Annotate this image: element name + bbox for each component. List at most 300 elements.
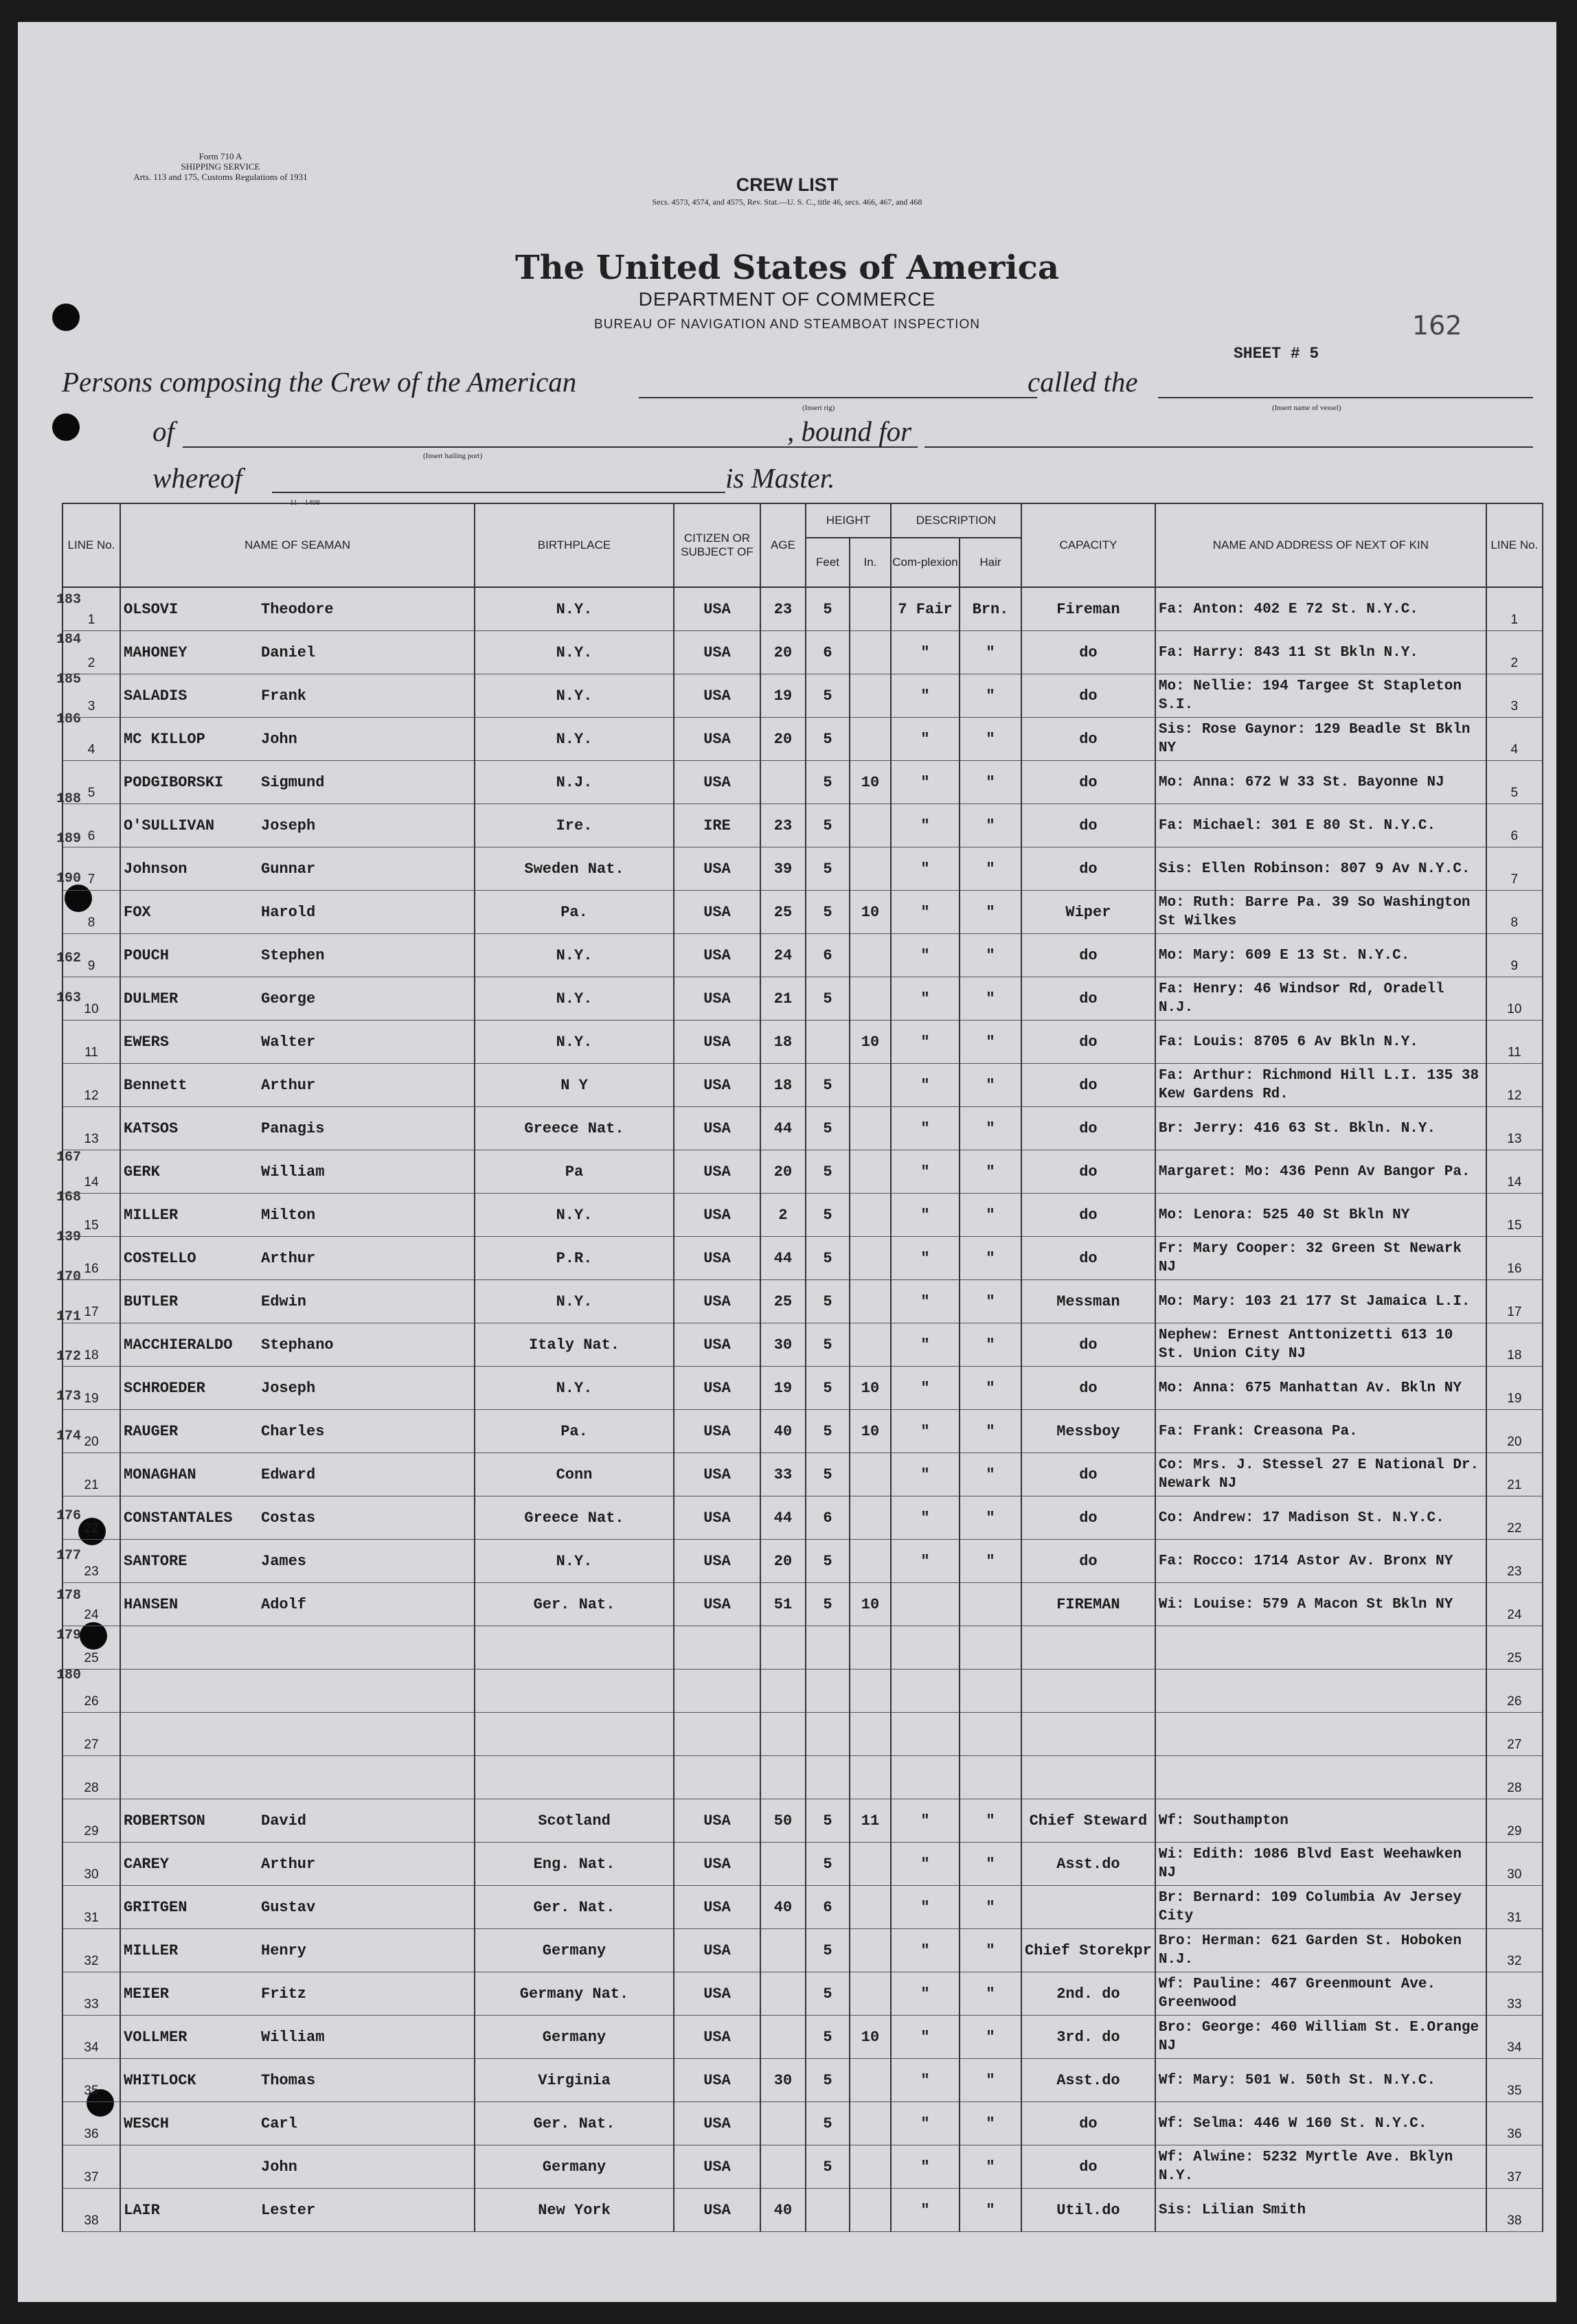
- header-next-of-kin: NAME AND ADDRESS OF NEXT OF KIN: [1155, 503, 1486, 587]
- form-articles: Arts. 113 and 175, Customs Regulations of 1931: [133, 172, 308, 182]
- table-row: [63, 1540, 1543, 1583]
- table-row: [63, 1064, 1543, 1107]
- complexion-cell: ": [891, 718, 960, 761]
- birthplace-cell: N.Y.: [475, 674, 674, 718]
- inches-cell: 11: [850, 1799, 891, 1843]
- line-number-cell: 23: [63, 1540, 120, 1583]
- seaman-first-name: Stephano: [261, 1336, 334, 1354]
- line-number-cell: 27: [63, 1713, 120, 1756]
- table-row: [63, 847, 1543, 891]
- seaman-first-name: Thomas: [261, 2071, 316, 2089]
- seaman-last-name: GRITGEN: [124, 1898, 188, 1916]
- age-cell: [760, 1972, 806, 2016]
- birthplace-cell: Greece Nat.: [475, 1496, 674, 1540]
- inches-cell: 10: [850, 1367, 891, 1410]
- next-of-kin-cell: Fa: Rocco: 1714 Astor Av. Bronx NY: [1155, 1540, 1486, 1583]
- seaman-name-cell: [120, 1237, 475, 1280]
- hair-cell: ": [960, 1886, 1021, 1929]
- next-of-kin-cell: Br: Bernard: 109 Columbia Av Jersey City: [1155, 1886, 1486, 1929]
- age-cell: 23: [760, 587, 806, 631]
- next-of-kin-cell: Mo: Anna: 675 Manhattan Av. Bkln NY: [1155, 1367, 1486, 1410]
- header-age: AGE: [760, 503, 806, 587]
- citizen-cell: USA: [674, 1237, 760, 1280]
- citizen-cell: USA: [674, 2189, 760, 2232]
- birthplace-cell: N.Y.: [475, 587, 674, 631]
- birthplace-cell: Pa: [475, 1150, 674, 1194]
- seaman-name-cell: [120, 761, 475, 804]
- seaman-first-name: Joseph: [261, 1379, 316, 1397]
- seaman-name-cell: [120, 1540, 475, 1583]
- capacity-cell: do: [1021, 2145, 1155, 2189]
- capacity-cell: [1021, 1713, 1155, 1756]
- hair-cell: ": [960, 1410, 1021, 1453]
- capacity-cell: do: [1021, 761, 1155, 804]
- complexion-cell: ": [891, 1323, 960, 1367]
- margin-serial-number: 177: [56, 1548, 82, 1564]
- line-number-cell: 21: [63, 1453, 120, 1496]
- citizen-cell: [674, 1626, 760, 1670]
- complexion-cell: ": [891, 631, 960, 674]
- complexion-cell: 7 Fair: [891, 587, 960, 631]
- feet-cell: 5: [806, 847, 850, 891]
- age-cell: 19: [760, 1367, 806, 1410]
- inches-cell: [850, 934, 891, 977]
- capacity-cell: do: [1021, 1194, 1155, 1237]
- birthplace-cell: N.Y.: [475, 631, 674, 674]
- seaman-first-name: Lester: [261, 2201, 316, 2219]
- line-number-right-cell: 35: [1486, 2059, 1543, 2102]
- birthplace-cell: [475, 1756, 674, 1799]
- citizen-cell: IRE: [674, 804, 760, 847]
- line-number-right-cell: 28: [1486, 1756, 1543, 1799]
- line-number-right-cell: 37: [1486, 2145, 1543, 2189]
- line-number-right-cell: 16: [1486, 1237, 1543, 1280]
- inches-cell: [850, 2145, 891, 2189]
- line-number-right-cell: 26: [1486, 1670, 1543, 1713]
- line-number-right-cell: 8: [1486, 891, 1543, 934]
- next-of-kin-cell: Fa: Frank: Creasona Pa.: [1155, 1410, 1486, 1453]
- birthplace-cell: Ger. Nat.: [475, 2102, 674, 2145]
- inches-cell: [850, 2189, 891, 2232]
- capacity-cell: do: [1021, 2102, 1155, 2145]
- form-identifier: [100, 151, 341, 182]
- seaman-name-cell: [120, 1107, 475, 1150]
- capacity-cell: Chief Storekpr: [1021, 1929, 1155, 1972]
- complexion-cell: ": [891, 2189, 960, 2232]
- line-number-cell: 4: [63, 718, 120, 761]
- table-row: [63, 934, 1543, 977]
- inches-cell: [850, 977, 891, 1021]
- header-hair: Hair: [960, 538, 1021, 587]
- seaman-name-cell: [120, 891, 475, 934]
- master-line: [272, 492, 725, 493]
- margin-serial-number: 162: [56, 950, 82, 966]
- seaman-last-name: GERK: [124, 1163, 160, 1181]
- table-row: [63, 1194, 1543, 1237]
- complexion-cell: ": [891, 761, 960, 804]
- line-number-right-cell: 10: [1486, 977, 1543, 1021]
- inches-cell: [850, 1150, 891, 1194]
- line-number-cell: 13: [63, 1107, 120, 1150]
- inches-cell: [850, 1843, 891, 1886]
- table-row: [63, 2059, 1543, 2102]
- inches-cell: [850, 1756, 891, 1799]
- capacity-cell: do: [1021, 631, 1155, 674]
- seaman-name-cell: [120, 1583, 475, 1626]
- line-number-right-cell: 6: [1486, 804, 1543, 847]
- margin-serial-number: 163: [56, 990, 82, 1006]
- page-number: 162: [1412, 310, 1462, 341]
- inches-cell: [850, 1107, 891, 1150]
- capacity-cell: Asst.do: [1021, 1843, 1155, 1886]
- header-capacity: CAPACITY: [1021, 503, 1155, 587]
- punch-hole-icon: [52, 413, 80, 441]
- age-cell: 20: [760, 1150, 806, 1194]
- birthplace-cell: N.Y.: [475, 1280, 674, 1323]
- margin-serial-number: 178: [56, 1588, 82, 1604]
- form-service: SHIPPING SERVICE: [181, 161, 260, 172]
- seaman-name-cell: [120, 1453, 475, 1496]
- hair-cell: ": [960, 1323, 1021, 1367]
- feet-cell: 5: [806, 804, 850, 847]
- feet-cell: 5: [806, 1280, 850, 1323]
- complexion-cell: ": [891, 1972, 960, 2016]
- margin-serial-number: 176: [56, 1508, 82, 1524]
- age-cell: [760, 2102, 806, 2145]
- line-number-cell: 28: [63, 1756, 120, 1799]
- citizen-cell: USA: [674, 1194, 760, 1237]
- line-number-cell: 35: [63, 2059, 120, 2102]
- seaman-first-name: Adolf: [261, 1595, 307, 1613]
- line-number-cell: 5: [63, 761, 120, 804]
- citizen-cell: USA: [674, 1843, 760, 1886]
- destination-line: [924, 446, 1533, 448]
- birthplace-cell: Scotland: [475, 1799, 674, 1843]
- seaman-name-cell: [120, 1756, 475, 1799]
- margin-serial-number: 139: [56, 1229, 82, 1245]
- line-number-right-cell: 5: [1486, 761, 1543, 804]
- seaman-last-name: KATSOS: [124, 1119, 179, 1137]
- table-row: [63, 1021, 1543, 1064]
- next-of-kin-cell: Mo: Anna: 672 W 33 St. Bayonne NJ: [1155, 761, 1486, 804]
- next-of-kin-cell: Co: Andrew: 17 Madison St. N.Y.C.: [1155, 1496, 1486, 1540]
- feet-cell: 5: [806, 718, 850, 761]
- table-row: [63, 2189, 1543, 2232]
- line-number-right-cell: 24: [1486, 1583, 1543, 1626]
- line-number-cell: 38: [63, 2189, 120, 2232]
- margin-serial-number: 171: [56, 1309, 82, 1325]
- hair-cell: ": [960, 1843, 1021, 1886]
- whereof-label: whereof: [152, 462, 242, 494]
- inches-cell: [850, 2059, 891, 2102]
- complexion-cell: ": [891, 1021, 960, 1064]
- citizen-cell: USA: [674, 1886, 760, 1929]
- next-of-kin-cell: [1155, 1756, 1486, 1799]
- inches-cell: 10: [850, 2016, 891, 2059]
- line-number-right-cell: 19: [1486, 1367, 1543, 1410]
- hair-cell: ": [960, 1972, 1021, 2016]
- citizen-cell: USA: [674, 1410, 760, 1453]
- complexion-cell: [891, 1713, 960, 1756]
- capacity-cell: 2nd. do: [1021, 1972, 1155, 2016]
- age-cell: 25: [760, 891, 806, 934]
- line-number-cell: 37: [63, 2145, 120, 2189]
- birthplace-cell: Ger. Nat.: [475, 1583, 674, 1626]
- next-of-kin-cell: Wi: Louise: 579 A Macon St Bkln NY: [1155, 1583, 1486, 1626]
- birthplace-cell: New York: [475, 2189, 674, 2232]
- inches-cell: [850, 1886, 891, 1929]
- hair-cell: ": [960, 2016, 1021, 2059]
- line-number-right-cell: 15: [1486, 1194, 1543, 1237]
- department-name: DEPARTMENT OF COMMERCE: [638, 288, 936, 310]
- age-cell: 23: [760, 804, 806, 847]
- table-row: [63, 1323, 1543, 1367]
- citizen-cell: USA: [674, 1496, 760, 1540]
- inches-cell: [850, 804, 891, 847]
- age-cell: 44: [760, 1107, 806, 1150]
- citizen-cell: USA: [674, 718, 760, 761]
- hair-cell: ": [960, 1280, 1021, 1323]
- inches-cell: [850, 1972, 891, 2016]
- crew-table-body: [63, 587, 1543, 2232]
- next-of-kin-cell: Wf: Alwine: 5232 Myrtle Ave. Bklyn N.Y.: [1155, 2145, 1486, 2189]
- capacity-cell: [1021, 1756, 1155, 1799]
- citizen-cell: USA: [674, 674, 760, 718]
- inches-cell: 10: [850, 1583, 891, 1626]
- hair-cell: ": [960, 1064, 1021, 1107]
- line-number-right-cell: 21: [1486, 1453, 1543, 1496]
- citizen-cell: USA: [674, 1799, 760, 1843]
- hair-cell: ": [960, 891, 1021, 934]
- seaman-last-name: EWERS: [124, 1033, 170, 1051]
- seaman-first-name: James: [261, 1552, 307, 1570]
- citizen-cell: USA: [674, 1583, 760, 1626]
- seaman-name-cell: [120, 1280, 475, 1323]
- table-row: [63, 1367, 1543, 1410]
- complexion-cell: ": [891, 1237, 960, 1280]
- complexion-cell: ": [891, 1540, 960, 1583]
- capacity-cell: do: [1021, 1107, 1155, 1150]
- margin-serial-number: 184: [56, 632, 82, 648]
- table-row: [63, 804, 1543, 847]
- complexion-cell: [891, 1756, 960, 1799]
- next-of-kin-cell: Mo: Mary: 609 E 13 St. N.Y.C.: [1155, 934, 1486, 977]
- margin-serial-number: 183: [56, 592, 82, 608]
- line-number-right-cell: 11: [1486, 1021, 1543, 1064]
- inches-cell: [850, 631, 891, 674]
- seaman-name-cell: [120, 1150, 475, 1194]
- complexion-cell: [891, 1670, 960, 1713]
- citizen-cell: USA: [674, 1107, 760, 1150]
- vessel-hint: (Insert name of vessel): [1272, 404, 1341, 412]
- seaman-last-name: DULMER: [124, 990, 179, 1007]
- next-of-kin-cell: Sis: Ellen Robinson: 807 9 Av N.Y.C.: [1155, 847, 1486, 891]
- inches-cell: [850, 847, 891, 891]
- hair-cell: [960, 1626, 1021, 1670]
- seaman-name-cell: [120, 2145, 475, 2189]
- seaman-first-name: Sigmund: [261, 773, 325, 791]
- next-of-kin-cell: Wf: Pauline: 467 Greenmount Ave. Greenwood: [1155, 1972, 1486, 2016]
- birthplace-cell: N.Y.: [475, 718, 674, 761]
- birthplace-cell: Italy Nat.: [475, 1323, 674, 1367]
- feet-cell: 6: [806, 631, 850, 674]
- citizen-cell: USA: [674, 1021, 760, 1064]
- birthplace-cell: Greece Nat.: [475, 1107, 674, 1150]
- line-number-cell: 7: [63, 847, 120, 891]
- birthplace-cell: N.Y.: [475, 1021, 674, 1064]
- table-row: [63, 1410, 1543, 1453]
- seaman-first-name: Arthur: [261, 1249, 316, 1267]
- header-birthplace: BIRTHPLACE: [475, 503, 674, 587]
- sheet-number: SHEET # 5: [1234, 345, 1319, 363]
- seaman-last-name: O'SULLIVAN: [124, 817, 215, 834]
- seaman-first-name: Carl: [261, 2115, 297, 2132]
- seaman-first-name: George: [261, 990, 316, 1007]
- line-number-right-cell: 22: [1486, 1496, 1543, 1540]
- next-of-kin-cell: Mo: Ruth: Barre Pa. 39 So Washington St Wilkes: [1155, 891, 1486, 934]
- next-of-kin-cell: Fa: Louis: 8705 6 Av Bkln N.Y.: [1155, 1021, 1486, 1064]
- hair-cell: ": [960, 1540, 1021, 1583]
- capacity-cell: do: [1021, 1496, 1155, 1540]
- line-number-cell: 32: [63, 1929, 120, 1972]
- hair-cell: ": [960, 1150, 1021, 1194]
- next-of-kin-cell: Fa: Arthur: Richmond Hill L.I. 135 38 Kew Gardens Rd.: [1155, 1064, 1486, 1107]
- next-of-kin-cell: Mo: Mary: 103 21 177 St Jamaica L.I.: [1155, 1280, 1486, 1323]
- next-of-kin-cell: Bro: Herman: 621 Garden St. Hoboken N.J.: [1155, 1929, 1486, 1972]
- inches-cell: [850, 674, 891, 718]
- seaman-last-name: RAUGER: [124, 1422, 179, 1440]
- margin-serial-number: 190: [56, 871, 82, 887]
- hair-cell: ": [960, 804, 1021, 847]
- hair-cell: ": [960, 761, 1021, 804]
- feet-cell: 5: [806, 1929, 850, 1972]
- form-number: Form 710 A: [198, 151, 242, 161]
- line-number-cell: 16: [63, 1237, 120, 1280]
- complexion-cell: ": [891, 2059, 960, 2102]
- country-title: The United States of America: [514, 249, 1060, 287]
- complexion-cell: ": [891, 847, 960, 891]
- next-of-kin-cell: Nephew: Ernest Anttonizetti 613 10 St. Union City NJ: [1155, 1323, 1486, 1367]
- margin-serial-number: 173: [56, 1389, 82, 1404]
- feet-cell: 5: [806, 1367, 850, 1410]
- port-hint: (Insert hailing port): [423, 452, 483, 460]
- citizen-cell: USA: [674, 2016, 760, 2059]
- table-row: [63, 1496, 1543, 1540]
- capacity-cell: Messboy: [1021, 1410, 1155, 1453]
- age-cell: [760, 1756, 806, 1799]
- seaman-name-cell: [120, 1021, 475, 1064]
- citizen-cell: USA: [674, 2102, 760, 2145]
- complexion-cell: [891, 1583, 960, 1626]
- line-number-right-cell: 30: [1486, 1843, 1543, 1886]
- feet-cell: [806, 2189, 850, 2232]
- feet-cell: 5: [806, 1194, 850, 1237]
- complexion-cell: ": [891, 1410, 960, 1453]
- seaman-last-name: SANTORE: [124, 1552, 188, 1570]
- complexion-cell: ": [891, 2016, 960, 2059]
- seaman-first-name: Arthur: [261, 1076, 316, 1094]
- seaman-last-name: FOX: [124, 903, 151, 921]
- header-feet: Feet: [806, 538, 850, 587]
- seaman-name-cell: [120, 1670, 475, 1713]
- birthplace-cell: Pa.: [475, 891, 674, 934]
- table-row: [63, 1237, 1543, 1280]
- seaman-name-cell: [120, 1410, 475, 1453]
- seaman-last-name: POUCH: [124, 946, 170, 964]
- age-cell: 33: [760, 1453, 806, 1496]
- feet-cell: [806, 1670, 850, 1713]
- citizen-cell: USA: [674, 2059, 760, 2102]
- birthplace-cell: Ger. Nat.: [475, 1886, 674, 1929]
- table-row: [63, 1843, 1543, 1886]
- header-complexion: Com-plexion: [891, 538, 960, 587]
- line-number-right-cell: 2: [1486, 631, 1543, 674]
- line-number-right-cell: 34: [1486, 2016, 1543, 2059]
- capacity-cell: do: [1021, 674, 1155, 718]
- seaman-last-name: HANSEN: [124, 1595, 179, 1613]
- capacity-cell: do: [1021, 847, 1155, 891]
- complexion-cell: ": [891, 1886, 960, 1929]
- inches-cell: [850, 1929, 891, 1972]
- seaman-name-cell: [120, 1843, 475, 1886]
- margin-serial-number: 189: [56, 831, 82, 847]
- seaman-first-name: Theodore: [261, 600, 334, 618]
- seaman-last-name: MONAGHAN: [124, 1466, 196, 1483]
- age-cell: 21: [760, 977, 806, 1021]
- seaman-first-name: Costas: [261, 1509, 316, 1527]
- table-row: [63, 891, 1543, 934]
- inches-cell: [850, 1064, 891, 1107]
- seaman-first-name: Edwin: [261, 1292, 307, 1310]
- capacity-cell: [1021, 1670, 1155, 1713]
- feet-cell: 5: [806, 587, 850, 631]
- line-number-right-cell: 29: [1486, 1799, 1543, 1843]
- seaman-name-cell: [120, 1194, 475, 1237]
- rig-line: [639, 397, 1037, 398]
- capacity-cell: do: [1021, 1064, 1155, 1107]
- feet-cell: [806, 1626, 850, 1670]
- inches-cell: 10: [850, 891, 891, 934]
- seaman-first-name: David: [261, 1812, 307, 1830]
- age-cell: [760, 1670, 806, 1713]
- age-cell: 40: [760, 2189, 806, 2232]
- next-of-kin-cell: Fa: Henry: 46 Windsor Rd, Oradell N.J.: [1155, 977, 1486, 1021]
- birthplace-cell: N.Y.: [475, 1194, 674, 1237]
- line-number-cell: 3: [63, 674, 120, 718]
- hair-cell: ": [960, 674, 1021, 718]
- margin-serial-number: 170: [56, 1269, 82, 1285]
- capacity-cell: do: [1021, 718, 1155, 761]
- seaman-first-name: John: [261, 730, 297, 748]
- margin-serial-number: 180: [56, 1667, 82, 1683]
- line-number-cell: 31: [63, 1886, 120, 1929]
- inches-cell: 10: [850, 1021, 891, 1064]
- table-row: [63, 1713, 1543, 1756]
- seaman-last-name: WHITLOCK: [124, 2071, 196, 2089]
- age-cell: 44: [760, 1237, 806, 1280]
- line-number-cell: 26: [63, 1670, 120, 1713]
- line-number-right-cell: 14: [1486, 1150, 1543, 1194]
- next-of-kin-cell: Wf: Mary: 501 W. 50th St. N.Y.C.: [1155, 2059, 1486, 2102]
- seaman-first-name: Harold: [261, 903, 316, 921]
- table-row: [63, 2145, 1543, 2189]
- capacity-cell: do: [1021, 1453, 1155, 1496]
- age-cell: 30: [760, 1323, 806, 1367]
- seaman-last-name: Johnson: [124, 860, 188, 878]
- called-the-label: called the: [1028, 366, 1138, 398]
- hair-cell: ": [960, 631, 1021, 674]
- next-of-kin-cell: Mo: Nellie: 194 Targee St Stapleton S.I.: [1155, 674, 1486, 718]
